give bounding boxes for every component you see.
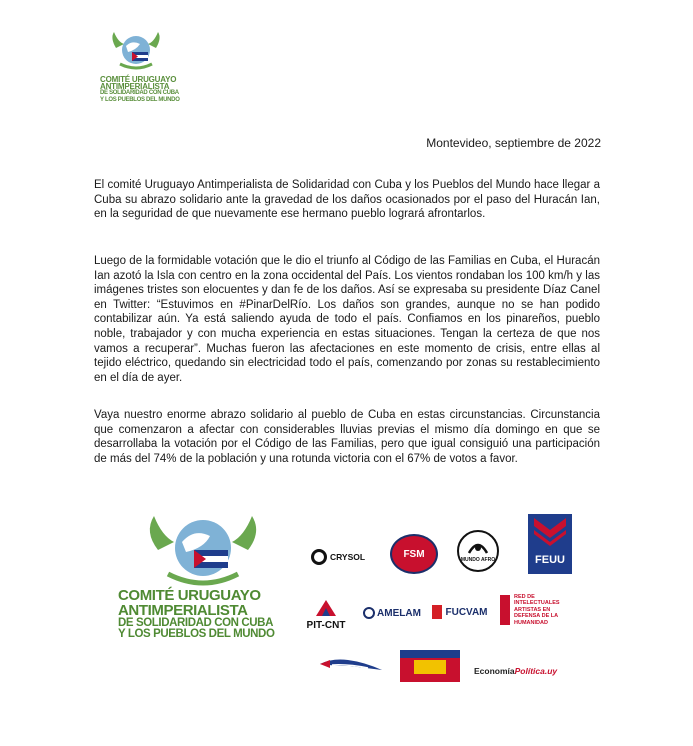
fucvam-label: FUCVAM bbox=[445, 606, 488, 618]
feuu-label: FEUU bbox=[535, 554, 565, 566]
fucvam-logo bbox=[430, 598, 490, 626]
amelam-label: AMELAM bbox=[377, 607, 421, 619]
header-logo-text bbox=[100, 76, 180, 104]
paragraph-1: El comité Uruguayo Antimperialista de Solidaridad con Cuba y los Pueblos del Mundo hace llegar a Cuba su abrazo solidario ante la gravedad de los daños ocasionados por el paso del Huracán Ian, en la seguridad de que nuevamente ese hermano pueblo logrará afrontarlos. bbox=[94, 179, 600, 221]
red-intelectuales-logo bbox=[500, 590, 580, 630]
mundo-afro-label: MUNDO AFRO bbox=[460, 557, 496, 563]
paragraph-3: Vaya nuestro enorme abrazo solidario al pueblo de Cuba en estas circunstancias. Circunstancia que comenzaron a afectar con considerables lluvias previas el mismo día domingo en que se desarrollaba la votación por el Código de las Familias, pero que igual consiguió una participación de más del 74% de la población y una rotunda victoria con el 67% de votos a favor. bbox=[94, 409, 600, 465]
footer-logo bbox=[118, 510, 308, 680]
letter-date: Montevideo, septiembre de 2022 bbox=[426, 136, 601, 150]
fsm-logo bbox=[390, 534, 438, 574]
amelam-mark-icon bbox=[363, 607, 375, 619]
footer-logo-line4: Y LOS PUEBLOS DEL MUNDO bbox=[118, 628, 275, 640]
fcu-logo bbox=[400, 650, 460, 682]
header-logo-line1: COMITÉ URUGUAYO bbox=[100, 75, 177, 84]
mundo-afro-emblem-icon bbox=[467, 539, 489, 555]
pit-cnt-star-icon bbox=[314, 598, 338, 618]
feuu-chevron-icon bbox=[534, 518, 566, 546]
fcu-stripe bbox=[400, 650, 460, 658]
feuu-logo bbox=[528, 514, 572, 574]
economia-label: Economía bbox=[474, 666, 515, 676]
pit-cnt-label: PIT-CNT bbox=[306, 619, 346, 631]
crysol-label: CRYSOL bbox=[329, 552, 366, 562]
crysol-logo bbox=[306, 540, 370, 574]
crysol-ring-icon bbox=[311, 549, 327, 565]
cuba-map-flag-icon bbox=[318, 652, 384, 678]
cuba-map-flag-logo bbox=[318, 652, 384, 678]
mundo-afro-logo bbox=[457, 530, 499, 572]
fucvam-mark-icon bbox=[432, 605, 442, 619]
pit-cnt-logo bbox=[300, 594, 352, 634]
paragraph-2: Luego de la formidable votación que le dio el triunfo al Código de las Familias en Cuba, el Huracán Ian azotó la Isla con centro en la zona occidental del País. Los vientos rondaban los 100 km/h y las imágenes tristes son elocuentes y dan fe de los daños. Así se expresaba su presidente Díaz Canel en Twitter: “Estuvimos en #PinarDelRío. Los daños son grandes, aunque no se han podido contabilizar aún. Ya está saliendo ayuda de todo el país. Confiamos en los pinareños, pueblo noble, trabajador y con mucha experiencia en estas situaciones. Tengan la certeza de que nos vamos a recuperar”. Muchas fueron las afectaciones en este momento de crisis, entre ellas al tejido eléctrico, quedando sin electricidad todo el país, comenzando por zonas su restablecimiento en el día de ayer. bbox=[94, 255, 600, 384]
header-logo-line2: ANTIMPERIALISTA bbox=[100, 82, 170, 91]
fsm-label: FSM bbox=[403, 548, 425, 560]
red-intelectuales-label: RED DE INTELECTUALES ARTISTAS EN DEFENSA DE LA HUMANIDAD bbox=[514, 593, 560, 626]
politica-label: Política.uy bbox=[514, 666, 558, 676]
red-mark-icon bbox=[500, 595, 510, 625]
footer-logo-text bbox=[118, 588, 308, 640]
header-logo-line4: Y LOS PUEBLOS DEL MUNDO bbox=[100, 97, 180, 103]
globe-dove-flag-icon bbox=[138, 510, 268, 590]
economia-politica-logo bbox=[474, 662, 574, 680]
footer-logo-line2: ANTIMPERIALISTA bbox=[118, 602, 248, 619]
footer-logo-line1: COMITÉ URUGUAYO bbox=[118, 587, 261, 604]
globe-dove-flag-icon bbox=[106, 28, 166, 76]
footer-logo-line3: DE SOLIDARIDAD CON CUBA bbox=[118, 617, 273, 629]
header-logo bbox=[100, 28, 180, 118]
header-logo-line3: DE SOLIDARIDAD CON CUBA bbox=[100, 90, 179, 96]
fcu-mark-icon bbox=[414, 660, 446, 674]
amelam-logo bbox=[360, 602, 424, 624]
